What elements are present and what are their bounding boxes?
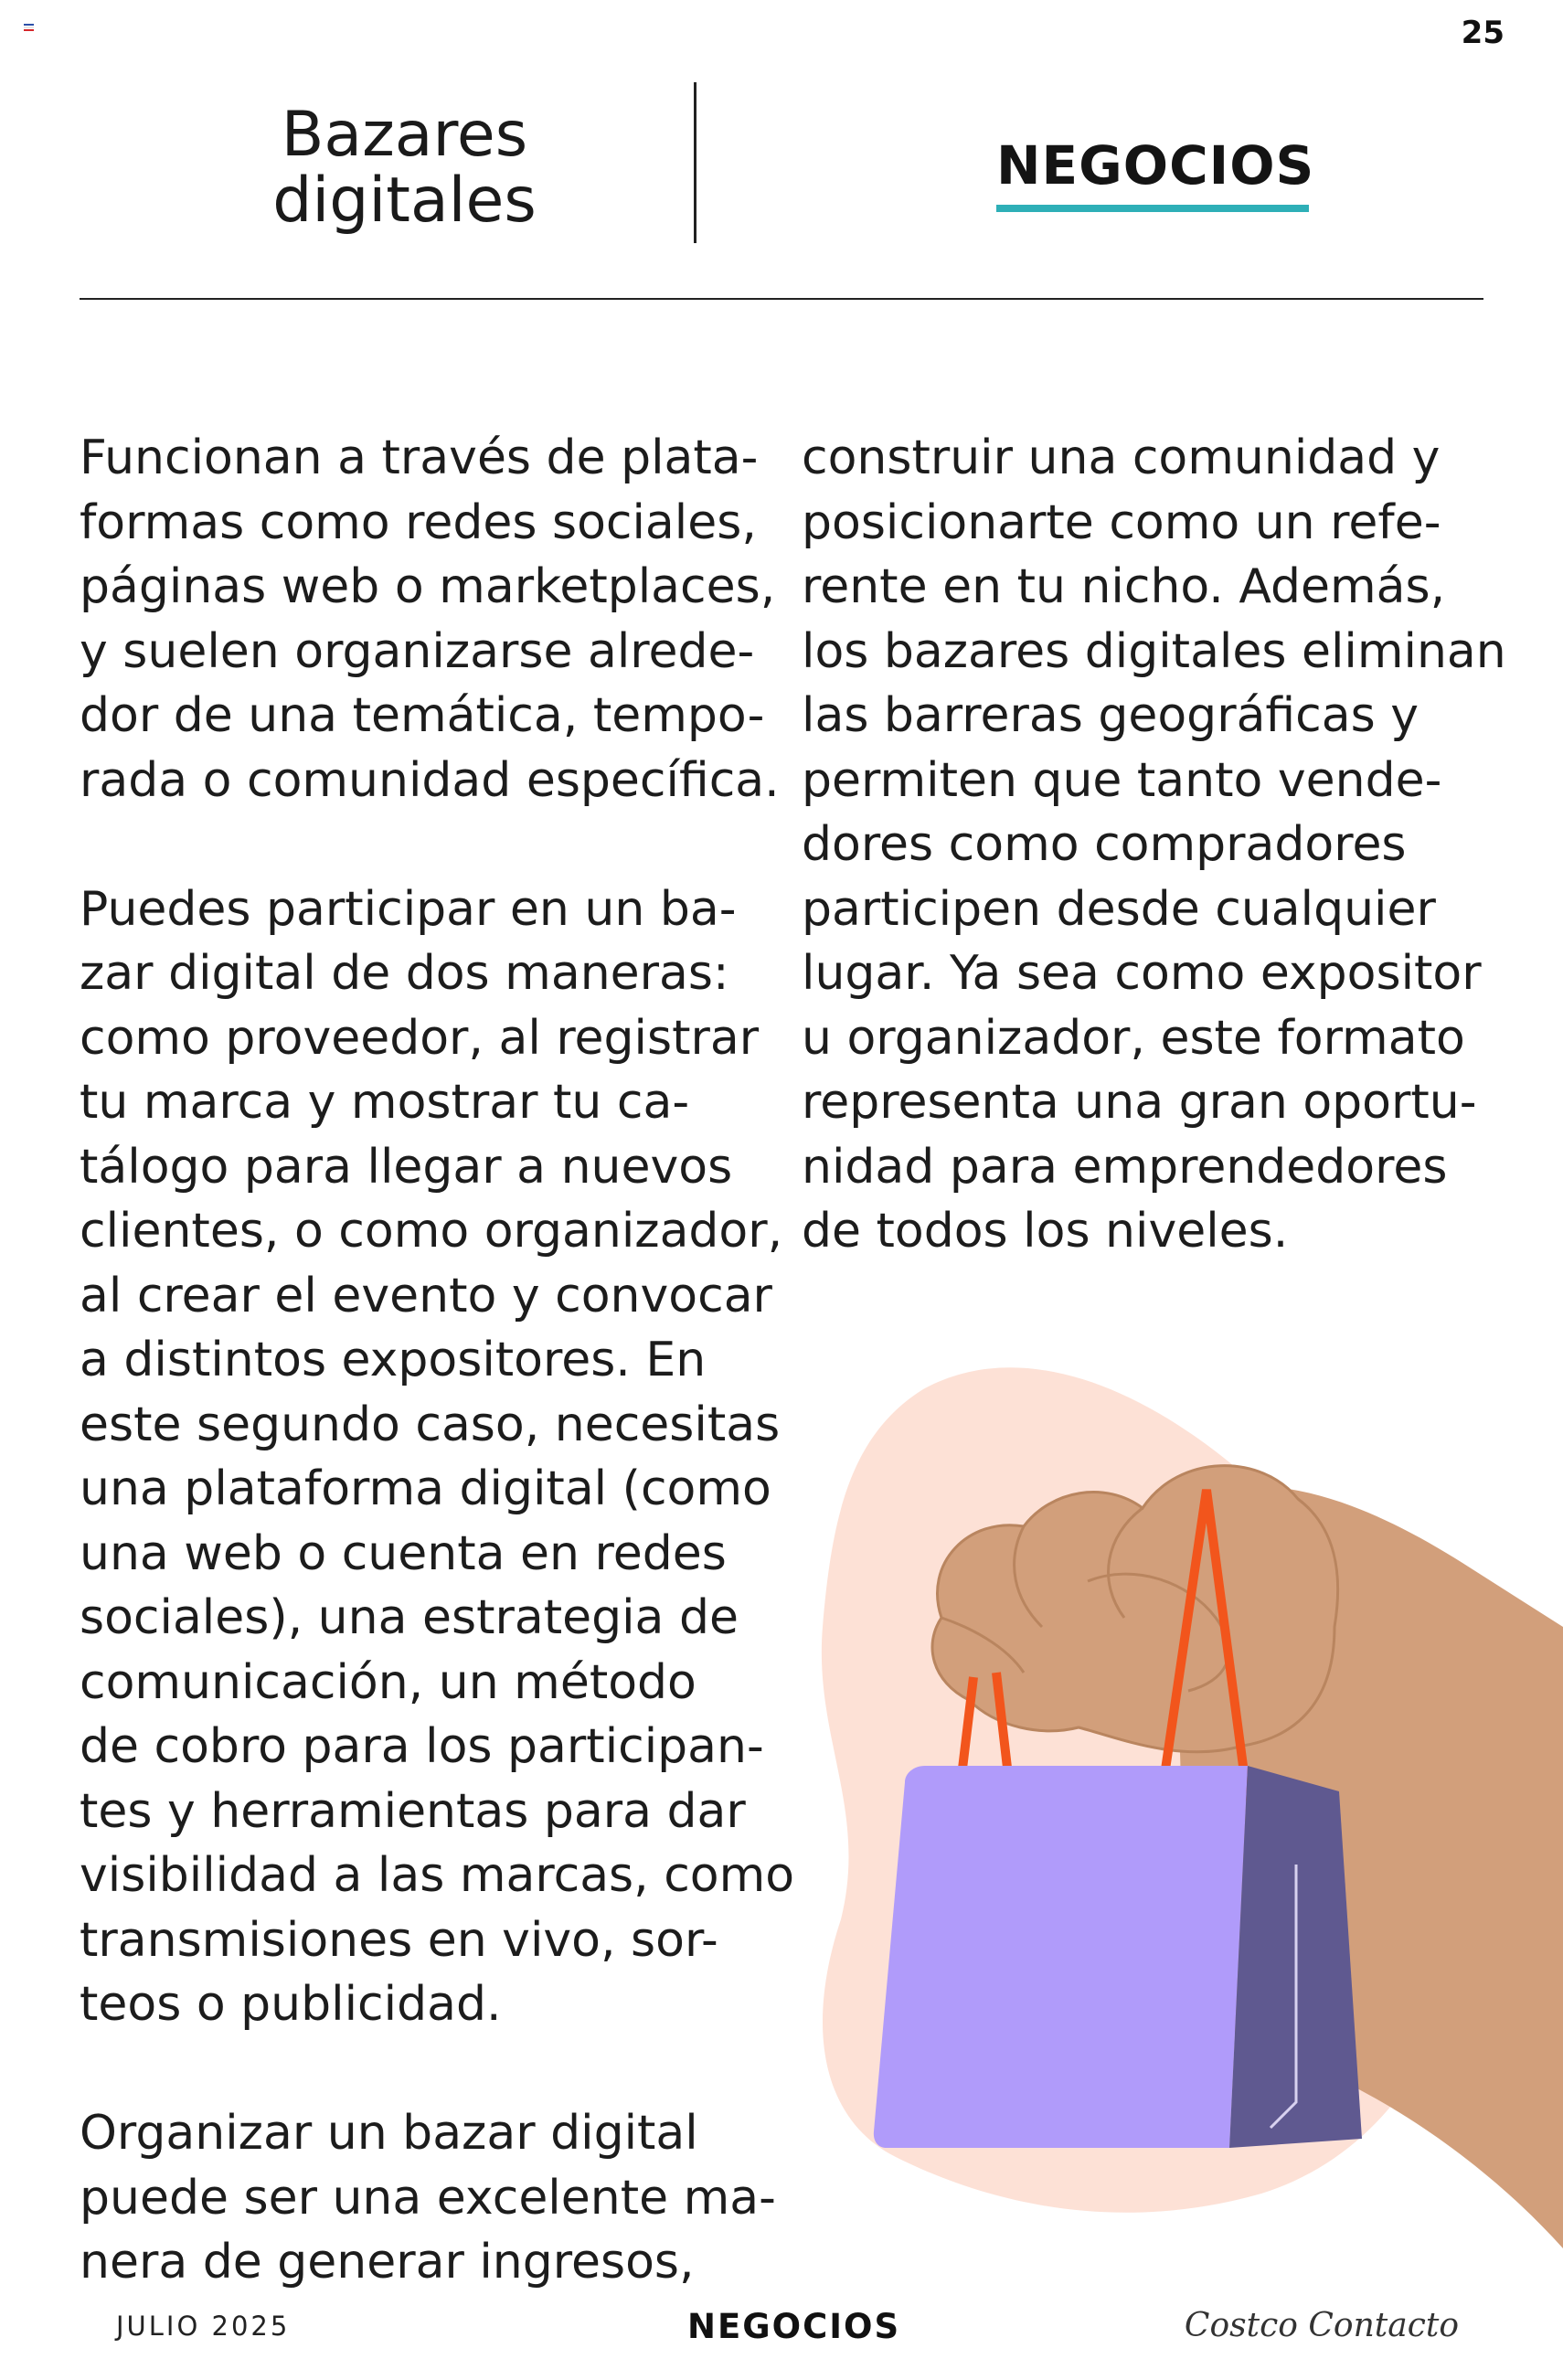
text-line: de cobro para los participan- [80, 1719, 764, 1774]
text-line: a distintos expositores. En [80, 1333, 707, 1387]
article-title [82, 99, 727, 237]
text-line: y suelen organizarse alrede- [80, 623, 755, 679]
text-line: las barreras geográficas y [802, 688, 1419, 743]
text-line: como proveedor, al registrar [80, 1010, 760, 1066]
text-line: de todos los niveles. [802, 1204, 1289, 1259]
text-line: al crear el evento y convocar [80, 1268, 772, 1323]
bag-front [874, 1766, 1248, 2148]
flag-icon [24, 24, 34, 31]
text-line: permiten que tanto vende- [802, 752, 1442, 808]
text-line: dores como compradores [802, 817, 1407, 872]
text-line: teos o publicidad. [80, 1977, 502, 2032]
text-line: construir una comunidad y [802, 430, 1441, 485]
text-line: representa una gran oportu- [802, 1075, 1477, 1130]
footer-brand: Costco Contacto [1184, 2307, 1459, 2344]
text-line: zar digital de dos maneras: [80, 946, 729, 1001]
text-line: nera de generar ingresos, [80, 2235, 695, 2290]
right-column [802, 426, 1524, 1328]
text-line: Puedes participar en un ba- [80, 881, 737, 937]
paragraph [80, 2101, 783, 2295]
header-divider [694, 82, 696, 243]
shopping-bag-illustration [786, 1353, 1563, 2267]
text-line: tu marca y mostrar tu ca- [80, 1075, 690, 1130]
text-line: rente en tu nicho. Además, [802, 559, 1446, 614]
flag-stripe-white [24, 27, 34, 28]
flag-stripe-blue [24, 24, 34, 26]
text-line: rada o comunidad específica. [80, 752, 780, 808]
text-line: formas como redes sociales, [80, 494, 757, 550]
text-line: tes y herramientas para dar [80, 1783, 746, 1839]
paragraph [80, 877, 795, 2037]
text-line: clientes, o como organizador, [80, 1204, 783, 1259]
title-line: digitales [272, 165, 537, 237]
footer-section: NEGOCIOS [687, 2307, 901, 2346]
text-line: comunicación, un método [80, 1654, 696, 1710]
paragraph [802, 426, 1524, 1264]
text-line: páginas web o marketplaces, [80, 559, 776, 614]
text-line: posicionarte como un refe- [802, 494, 1441, 550]
text-line: una web o cuenta en redes [80, 1525, 727, 1581]
text-line: nidad para emprendedores [802, 1139, 1448, 1195]
text-line: Funcionan a través de plata- [80, 430, 759, 485]
text-line: participen desde cualquier [802, 881, 1436, 937]
text-line: visibilidad a las marcas, como [80, 1848, 795, 1903]
page-number: 25 [1461, 15, 1505, 51]
header-rule [80, 298, 1483, 300]
text-line: transmisiones en vivo, sor- [80, 1912, 718, 1968]
flag-stripe-red [24, 29, 34, 31]
paragraph [80, 426, 783, 813]
section-underline [996, 205, 1309, 212]
footer-date: JULIO 2025 [116, 2311, 291, 2342]
text-line: Organizar un bazar digital [80, 2106, 698, 2161]
text-line: lugar. Ya sea como expositor [802, 946, 1482, 1001]
text-line: una plataforma digital (como [80, 1461, 771, 1516]
text-line: puede ser una excelente ma- [80, 2170, 776, 2226]
text-line: dor de una temática, tempo- [80, 688, 765, 743]
text-line: sociales), una estrategia de [80, 1590, 739, 1645]
text-line: u organizador, este formato [802, 1010, 1465, 1066]
section-label: NEGOCIOS [996, 134, 1315, 197]
text-line: tálogo para llegar a nuevos [80, 1139, 733, 1195]
text-line: los bazares digitales eliminan [802, 623, 1506, 679]
text-line: este segundo caso, necesitas [80, 1397, 781, 1452]
title-line: Bazares [281, 99, 528, 171]
